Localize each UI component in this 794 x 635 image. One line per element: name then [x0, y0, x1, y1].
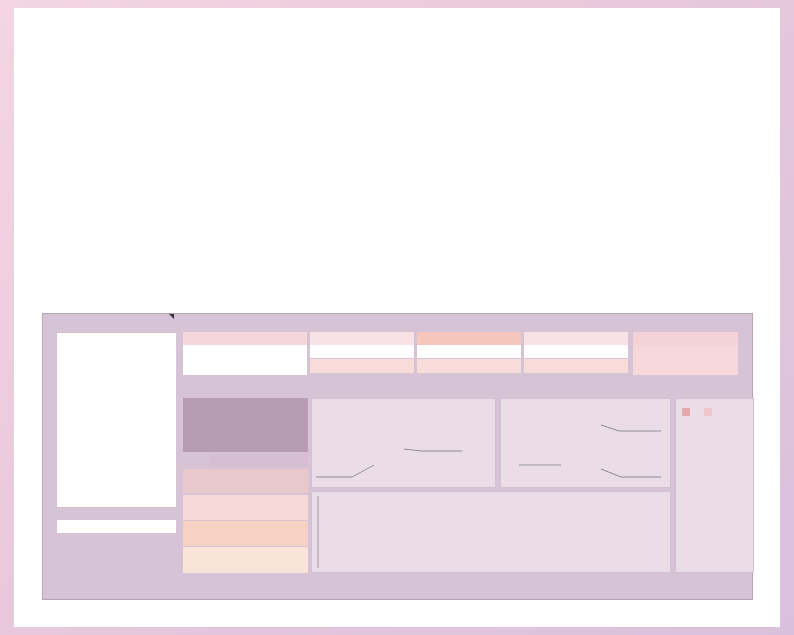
calories-left-label: [183, 398, 308, 407]
filter-marker-icon: [169, 314, 174, 319]
column-plot: [676, 399, 755, 574]
protein-cal-value: [310, 359, 414, 373]
nutrients-leaders: [501, 399, 672, 489]
setup-sheet: [42, 313, 753, 600]
weekly-goal-value: [633, 345, 738, 375]
nutrients-actual-chart: [500, 398, 671, 488]
plan-actual-header: [210, 454, 308, 467]
weekly-goal-header: [633, 332, 738, 345]
macro-bar-chart: [311, 491, 671, 573]
carbs-header: [417, 332, 521, 345]
calories-left-box: [183, 398, 308, 452]
carbs-cal-value: [417, 359, 521, 373]
macro-bar-plot: [312, 492, 672, 574]
fat-row: [183, 547, 308, 573]
start-date-input[interactable]: [57, 520, 176, 533]
fat-pct-input[interactable]: [524, 345, 628, 358]
fat-header: [524, 332, 628, 345]
protein-header: [310, 332, 414, 345]
protein-pct-input[interactable]: [310, 345, 414, 358]
fat-cal-value: [524, 359, 628, 373]
protein-row: [183, 495, 308, 520]
cal-daily-header: [183, 332, 307, 345]
cal-daily-input[interactable]: [183, 345, 307, 375]
carbs-row: [183, 521, 308, 546]
plan-actual-column-chart: [675, 398, 754, 573]
calories-weekly-chart: [311, 398, 496, 488]
cal-row: [183, 469, 308, 493]
meals-list: [57, 333, 176, 507]
carbs-pct-input[interactable]: [417, 345, 521, 358]
calories-weekly-leaders: [312, 399, 497, 489]
